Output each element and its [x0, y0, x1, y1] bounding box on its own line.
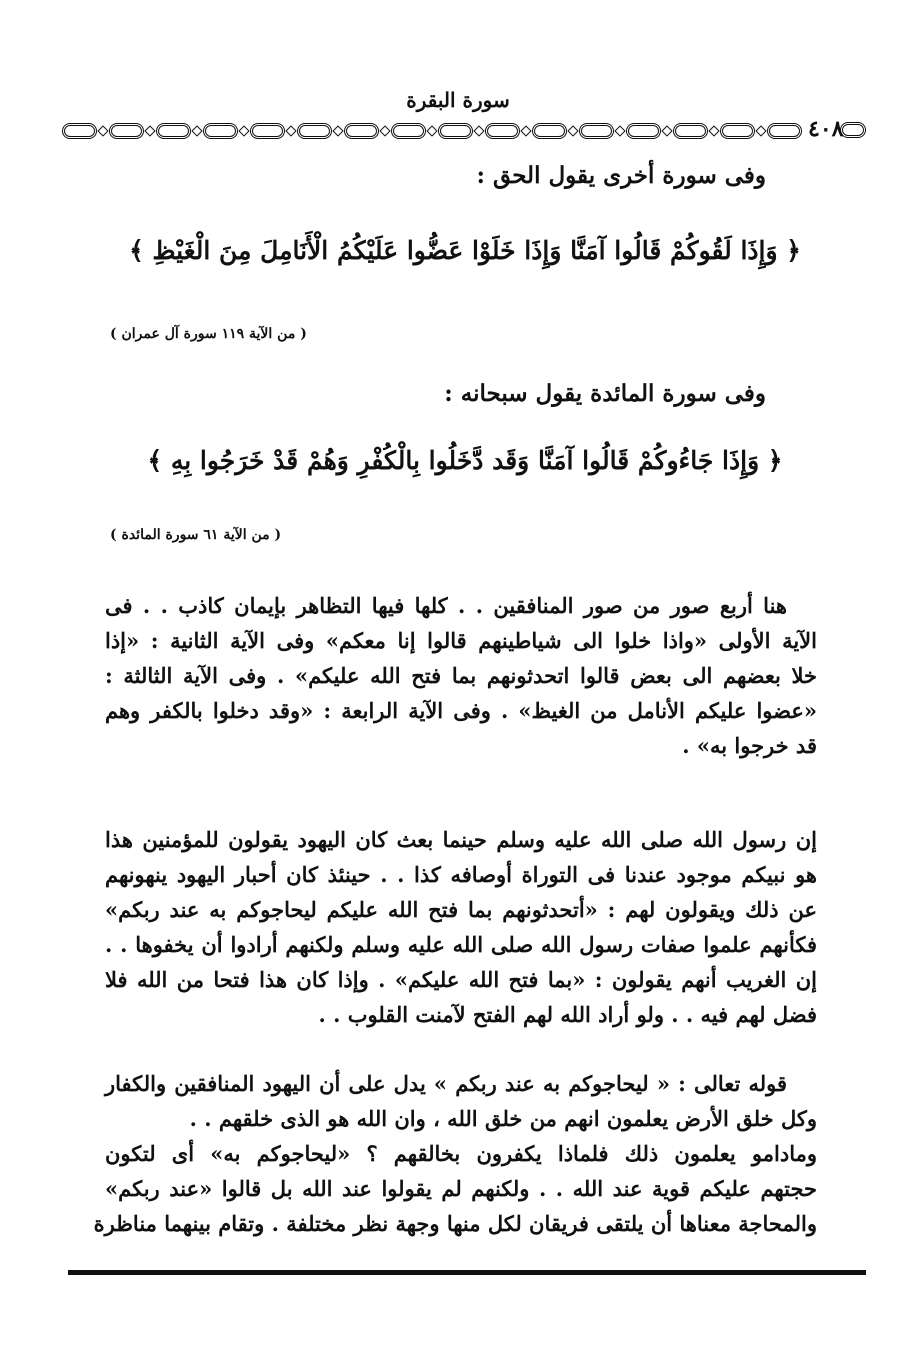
ornament-link [438, 123, 473, 139]
ornament-link [156, 123, 191, 139]
text-line: قوله تعالى : « ليحاجوكم به عند ربكم » يدل على أن اليهود المنافقين والكفار [105, 1071, 787, 1096]
ornament-link [297, 123, 332, 139]
text-line: فكأنهم علموا صفات رسول الله صلى الله عليه وسلم ولكنهم أرادوا أن يخفوها . . [105, 932, 817, 957]
footer-rule [68, 1270, 866, 1275]
ornament-diamond [567, 125, 578, 136]
ornament-link [579, 123, 614, 139]
quran-verse-2: ﴿ وَإِذَا جَاءُوكُمْ قَالُوا آمَنَّا وَقَد دَّخَلُوا بِالْكُفْرِ وَهُمْ قَدْ خَرَجُوا بِهِ ﴾ [147, 446, 783, 475]
text-line: قد خرجوا به» . [682, 733, 817, 758]
text-line: والمحاجة معناها أن يلتقى فريقان لكل منها وجهة نظر مختلفة . وتقام بينهما مناظرة [93, 1211, 817, 1236]
ornament-diamond [144, 125, 155, 136]
ornament-diamond [238, 125, 249, 136]
text-line: خلا بعضهم الى بعض قالوا اتحدثونهم بما فتح الله عليكم» . وفى الآية الثالثة : [105, 663, 817, 688]
text-line: هو نبيكم موجود عندنا فى التوراة أوصافه كذا . . حينئذ كان أحبار اليهود ينهونهم [105, 862, 817, 887]
text-line: «عضوا عليكم الأنامل من الغيظ» . وفى الآية الرابعة : «وقد دخلوا بالكفر وهم [105, 698, 817, 723]
ornament-diamond [755, 125, 766, 136]
ornament-diamond [614, 125, 625, 136]
ornamental-border [62, 120, 802, 142]
ornament-diamond [426, 125, 437, 136]
paragraph-1 [105, 588, 817, 763]
ornament-diamond [379, 125, 390, 136]
ornament-link [391, 123, 426, 139]
text-line: هنا أربع صور من صور المنافقين . . كلها فيها التظاهر بإيمان كاذب . . فى [105, 593, 787, 618]
ornament-link [344, 123, 379, 139]
ornament-diamond [708, 125, 719, 136]
ornament-link [250, 123, 285, 139]
text-line: حجتهم عليكم قوية عند الله . . ولكنهم لم يقولوا عند الله بل قالوا «عند ربكم» [105, 1176, 817, 1201]
text-line: إن الغريب أنهم يقولون : «بما فتح الله عليكم» . وإذا كان هذا فتحا من الله فلا [105, 967, 817, 992]
verse-reference-1: ( من الآية ١١٩ سورة آل عمران ) [110, 326, 307, 342]
ornament-link [62, 123, 97, 139]
quran-verse-1: ﴿ وَإِذَا لَقُوكُمْ قَالُوا آمَنَّا وَإِذَا خَلَوْا عَضُّوا عَلَيْكُمُ الْأَنَامِلَ مِنَ الْغَيْظِ ﴾ [129, 236, 801, 265]
ornament-diamond [285, 125, 296, 136]
ornament-link [109, 123, 144, 139]
ornament-link [767, 123, 802, 139]
ornament-link [203, 123, 238, 139]
ornament-diamond [97, 125, 108, 136]
text-line: إن رسول الله صلى الله عليه وسلم حينما بعث كان اليهود يقولون للمؤمنين هذا [105, 827, 817, 852]
intro-text-1: وفى سورة أخرى يقول الحق : [476, 162, 766, 189]
ornament-diamond [332, 125, 343, 136]
ornament-link [840, 122, 866, 138]
verse-reference-2: ( من الآية ٦١ سورة المائدة ) [110, 527, 282, 543]
text-line: ومادامو يعلمون ذلك فلماذا يكفرون بخالقهم ؟ «ليحاجوكم به» أى لتكون [105, 1141, 817, 1166]
ornament-diamond [661, 125, 672, 136]
surah-title: سورة البقرة [406, 88, 510, 112]
ornament-link [485, 123, 520, 139]
ornament-diamond [473, 125, 484, 136]
paragraph-2 [105, 822, 817, 1032]
text-line: عن ذلك ويقولون لهم : «أتحدثونهم بما فتح الله عليكم ليحاجوكم به عند ربكم» [105, 897, 817, 922]
ornament-diamond [520, 125, 531, 136]
ornament-link [532, 123, 567, 139]
text-line: الآية الأولى «واذا خلوا الى شياطينهم قالوا إنا معكم» وفى الآية الثانية : «إذا [105, 628, 817, 653]
page-number: ٤٠٨ [808, 116, 844, 142]
text-line: فضل لهم فيه . . ولو أراد الله لهم الفتح لآمنت القلوب . . [318, 1002, 817, 1027]
text-line: وكل خلق الأرض يعلمون انهم من خلق الله ، وان الله هو الذى خلقهم . . [189, 1106, 817, 1131]
ornament-link [720, 123, 755, 139]
paragraph-3 [93, 1066, 817, 1241]
ornament-diamond [191, 125, 202, 136]
ornament-link [673, 123, 708, 139]
ornament-link [626, 123, 661, 139]
intro-text-2: وفى سورة المائدة يقول سبحانه : [444, 380, 766, 407]
